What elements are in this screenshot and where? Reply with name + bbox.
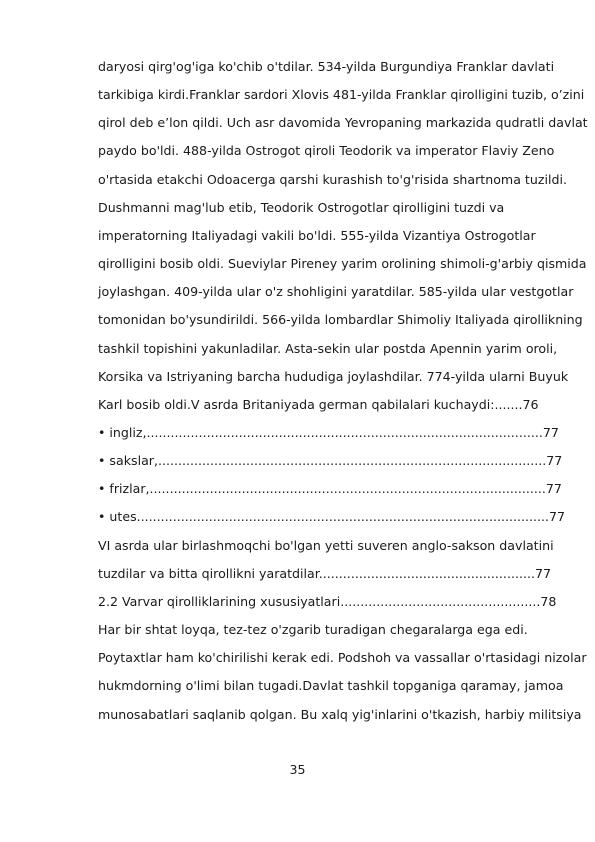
text-line: Dushmanni mag'lub etib, Teodorik Ostrogotlar qirolligini tuzdi va [98, 200, 505, 215]
toc-entry: • utes.......................................................................................................77 [98, 509, 566, 524]
toc-entry: • frizlar,...................................................................................................77 [98, 481, 562, 496]
page-number: 35 [289, 762, 306, 777]
text-line: joylashgan. 409-yilda ular o'z shohligini yaratdilar. 585-yilda ular vestgotlar [98, 284, 574, 299]
text-line: qirolligini bosib oldi. Sueviylar Pireney yarim orolining shimoli-g'arbiy qismida [98, 256, 587, 271]
text-line: munosabatlari saqlanib qolgan. Bu xalq yig'inlarini o'tkazish, harbiy militsiya [98, 707, 582, 722]
toc-entry: • ingliz,...................................................................................................77 [98, 425, 559, 440]
text-line: hukmdorning o'limi bilan tugadi.Davlat tashkil topganiga qaramay, jamoa [98, 678, 564, 693]
text-line: tomonidan bo'ysundirildi. 566-yilda lombardlar Shimoliy Italiyada qirollikning [98, 312, 583, 327]
text-line: tarkibiga kirdi.Franklar sardori Xlovis 481-yilda Franklar qirolligini tuzib, o’zini [98, 87, 585, 102]
text-line: daryosi qirg'og'iga ko'chib o'tdilar. 534-yilda Burgundiya Franklar davlati [98, 59, 555, 74]
text-line: qirol deb e’lon qildi. Uch asr davomida Yevropaning markazida qudratli davlat [98, 115, 588, 130]
text-line: VI asrda ular birlashmoqchi bo'lgan yetti suveren anglo-sakson davlatini [98, 538, 554, 553]
toc-entry: 2.2 Varvar qirolliklarining xususiyatlari..................................................78 [98, 594, 557, 609]
text-line: imperatorning Italiyadagi vakili bo'ldi. 555-yilda Vizantiya Ostrogotlar [98, 228, 536, 243]
toc-entry: tuzdilar va bitta qirollikni yaratdilar......................................................77 [98, 566, 551, 581]
text-line: Poytaxtlar ham ko'chirilishi kerak edi. Podshoh va vassallar o'rtasidagi nizolar [98, 650, 587, 665]
text-line: o'rtasida etakchi Odoacerga qarshi kurashish to'g'risida shartnoma tuzildi. [98, 172, 567, 187]
toc-entry: Karl bosib oldi.V asrda Britaniyada german qabilalari kuchaydi:.......76 [98, 397, 539, 412]
text-line: tashkil topishini yakunladilar. Asta-sekin ular postda Apennin yarim oroli, [98, 341, 558, 356]
text-line: Har bir shtat loyqa, tez-tez o'zgarib turadigan chegaralarga ega edi. [98, 622, 528, 637]
toc-entry: • sakslar,.................................................................................................77 [98, 453, 563, 468]
text-line: Korsika va Istriyaning barcha hududiga joylashdilar. 774-yilda ularni Buyuk [98, 369, 569, 384]
text-line: paydo bo'ldi. 488-yilda Ostrogot qiroli Teodorik va imperator Flaviy Zeno [98, 143, 555, 158]
